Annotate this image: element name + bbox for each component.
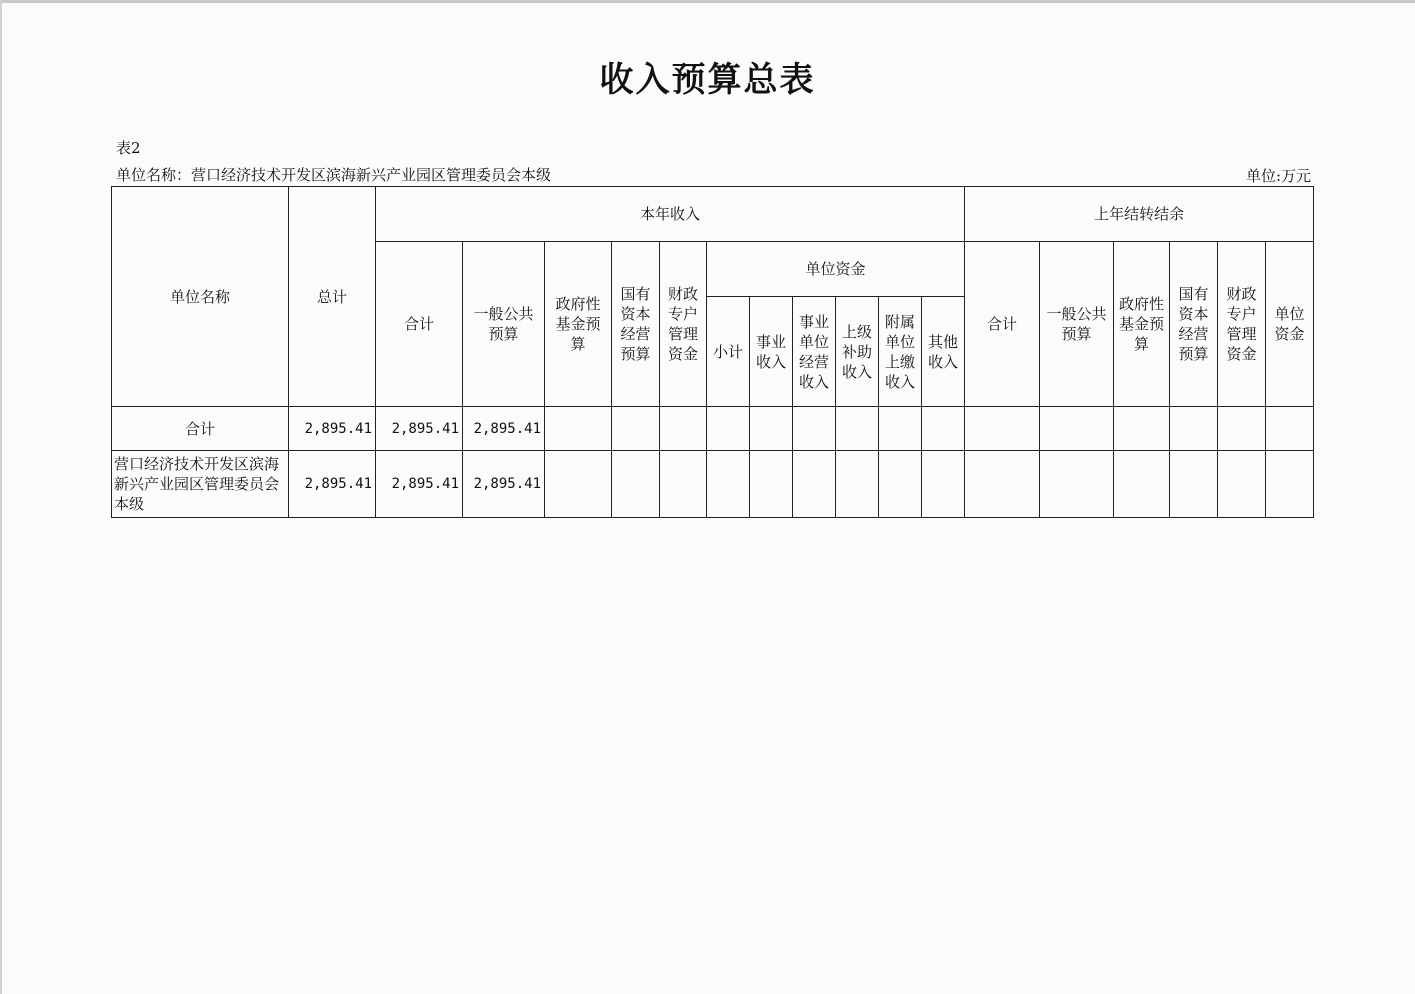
header-cy-sum: 合计 — [376, 242, 463, 407]
income-budget-table — [111, 186, 1314, 518]
row-name: 合计 — [112, 407, 289, 451]
empty-cell — [793, 407, 836, 451]
empty-cell — [1218, 407, 1266, 451]
header-uf-affiliated-text: 附属单位上缴收入 — [884, 312, 915, 391]
empty-cell — [1040, 451, 1114, 518]
header-cy-state-capital — [612, 242, 660, 407]
header-py-fiscal-special — [1218, 242, 1266, 407]
header-unit-name: 单位名称 — [112, 187, 289, 407]
header-uf-business — [750, 297, 793, 407]
header-uf-other — [922, 297, 965, 407]
scan-edge-left — [0, 0, 2, 994]
header-uf-other-text: 其他收入 — [928, 332, 959, 371]
header-cy-fiscal-special — [660, 242, 707, 407]
empty-cell — [1170, 407, 1218, 451]
empty-cell — [836, 407, 879, 451]
empty-cell — [879, 451, 922, 518]
header-uf-operation — [793, 297, 836, 407]
header-cy-state-capital-text: 国有资本经营预算 — [620, 285, 651, 363]
header-row-1 — [112, 187, 1314, 242]
empty-cell — [660, 451, 707, 518]
header-py-general-text: 一般公共预算 — [1046, 305, 1107, 343]
empty-cell — [965, 407, 1040, 451]
header-prev-year: 上年结转结余 — [965, 187, 1314, 242]
header-current-year: 本年收入 — [376, 187, 965, 242]
empty-cell — [707, 451, 750, 518]
row-cy-general: 2,895.41 — [463, 407, 545, 451]
empty-cell — [879, 407, 922, 451]
header-py-state-capital — [1170, 242, 1218, 407]
empty-cell — [793, 451, 836, 518]
header-cy-general — [463, 242, 545, 407]
header-py-state-capital-text: 国有资本经营预算 — [1178, 285, 1209, 363]
header-py-unit-funds-text: 单位资金 — [1274, 305, 1305, 343]
table-row — [112, 451, 1314, 518]
header-py-gov-fund — [1114, 242, 1170, 407]
row-total: 2,895.41 — [289, 407, 376, 451]
empty-cell — [545, 407, 612, 451]
header-py-sum: 合计 — [965, 242, 1040, 407]
header-uf-operation-text: 事业单位经营收入 — [798, 312, 829, 391]
empty-cell — [1114, 451, 1170, 518]
row-cy-sum: 2,895.41 — [376, 407, 463, 451]
empty-cell — [1266, 407, 1314, 451]
empty-cell — [707, 407, 750, 451]
empty-cell — [750, 407, 793, 451]
header-cy-gov-fund-text: 政府性基金预算 — [555, 295, 601, 353]
row-cy-sum: 2,895.41 — [376, 451, 463, 518]
row-total: 2,895.41 — [289, 451, 376, 518]
header-unit-funds: 单位资金 — [707, 242, 965, 297]
empty-cell — [612, 451, 660, 518]
header-cy-general-text: 一般公共预算 — [473, 305, 534, 343]
currency-unit: 单位:万元 — [1245, 167, 1311, 185]
empty-cell — [660, 407, 707, 451]
header-py-gov-fund-text: 政府性基金预算 — [1119, 295, 1165, 353]
header-uf-subsidy-text: 上级补助收入 — [841, 322, 872, 381]
header-uf-affiliated — [879, 297, 922, 407]
header-py-fiscal-special-text: 财政专户管理资金 — [1226, 285, 1257, 363]
unit-name-line: 单位名称：营口经济技术开发区滨海新兴产业园区管理委员会本级 — [116, 166, 552, 184]
header-uf-subsidy — [836, 297, 879, 407]
empty-cell — [1218, 451, 1266, 518]
row-name: 营口经济技术开发区滨海新兴产业园区管理委员会本级 — [112, 451, 289, 518]
empty-cell — [922, 451, 965, 518]
header-uf-subtotal: 小计 — [707, 297, 750, 407]
empty-cell — [1170, 451, 1218, 518]
row-cy-general: 2,895.41 — [463, 451, 545, 518]
empty-cell — [922, 407, 965, 451]
empty-cell — [1040, 407, 1114, 451]
table-number: 表2 — [116, 139, 141, 157]
empty-cell — [965, 451, 1040, 518]
header-total: 总计 — [289, 187, 376, 407]
empty-cell — [1266, 451, 1314, 518]
header-py-general — [1040, 242, 1114, 407]
empty-cell — [750, 451, 793, 518]
empty-cell — [612, 407, 660, 451]
header-py-unit-funds — [1266, 242, 1314, 407]
empty-cell — [545, 451, 612, 518]
header-cy-fiscal-special-text: 财政专户管理资金 — [667, 285, 698, 363]
scan-edge-top — [0, 0, 1415, 3]
header-uf-business-text: 事业收入 — [755, 332, 786, 371]
table-row — [112, 407, 1314, 451]
header-cy-gov-fund — [545, 242, 612, 407]
document-title: 收入预算总表 — [599, 60, 816, 100]
empty-cell — [1114, 407, 1170, 451]
empty-cell — [836, 451, 879, 518]
